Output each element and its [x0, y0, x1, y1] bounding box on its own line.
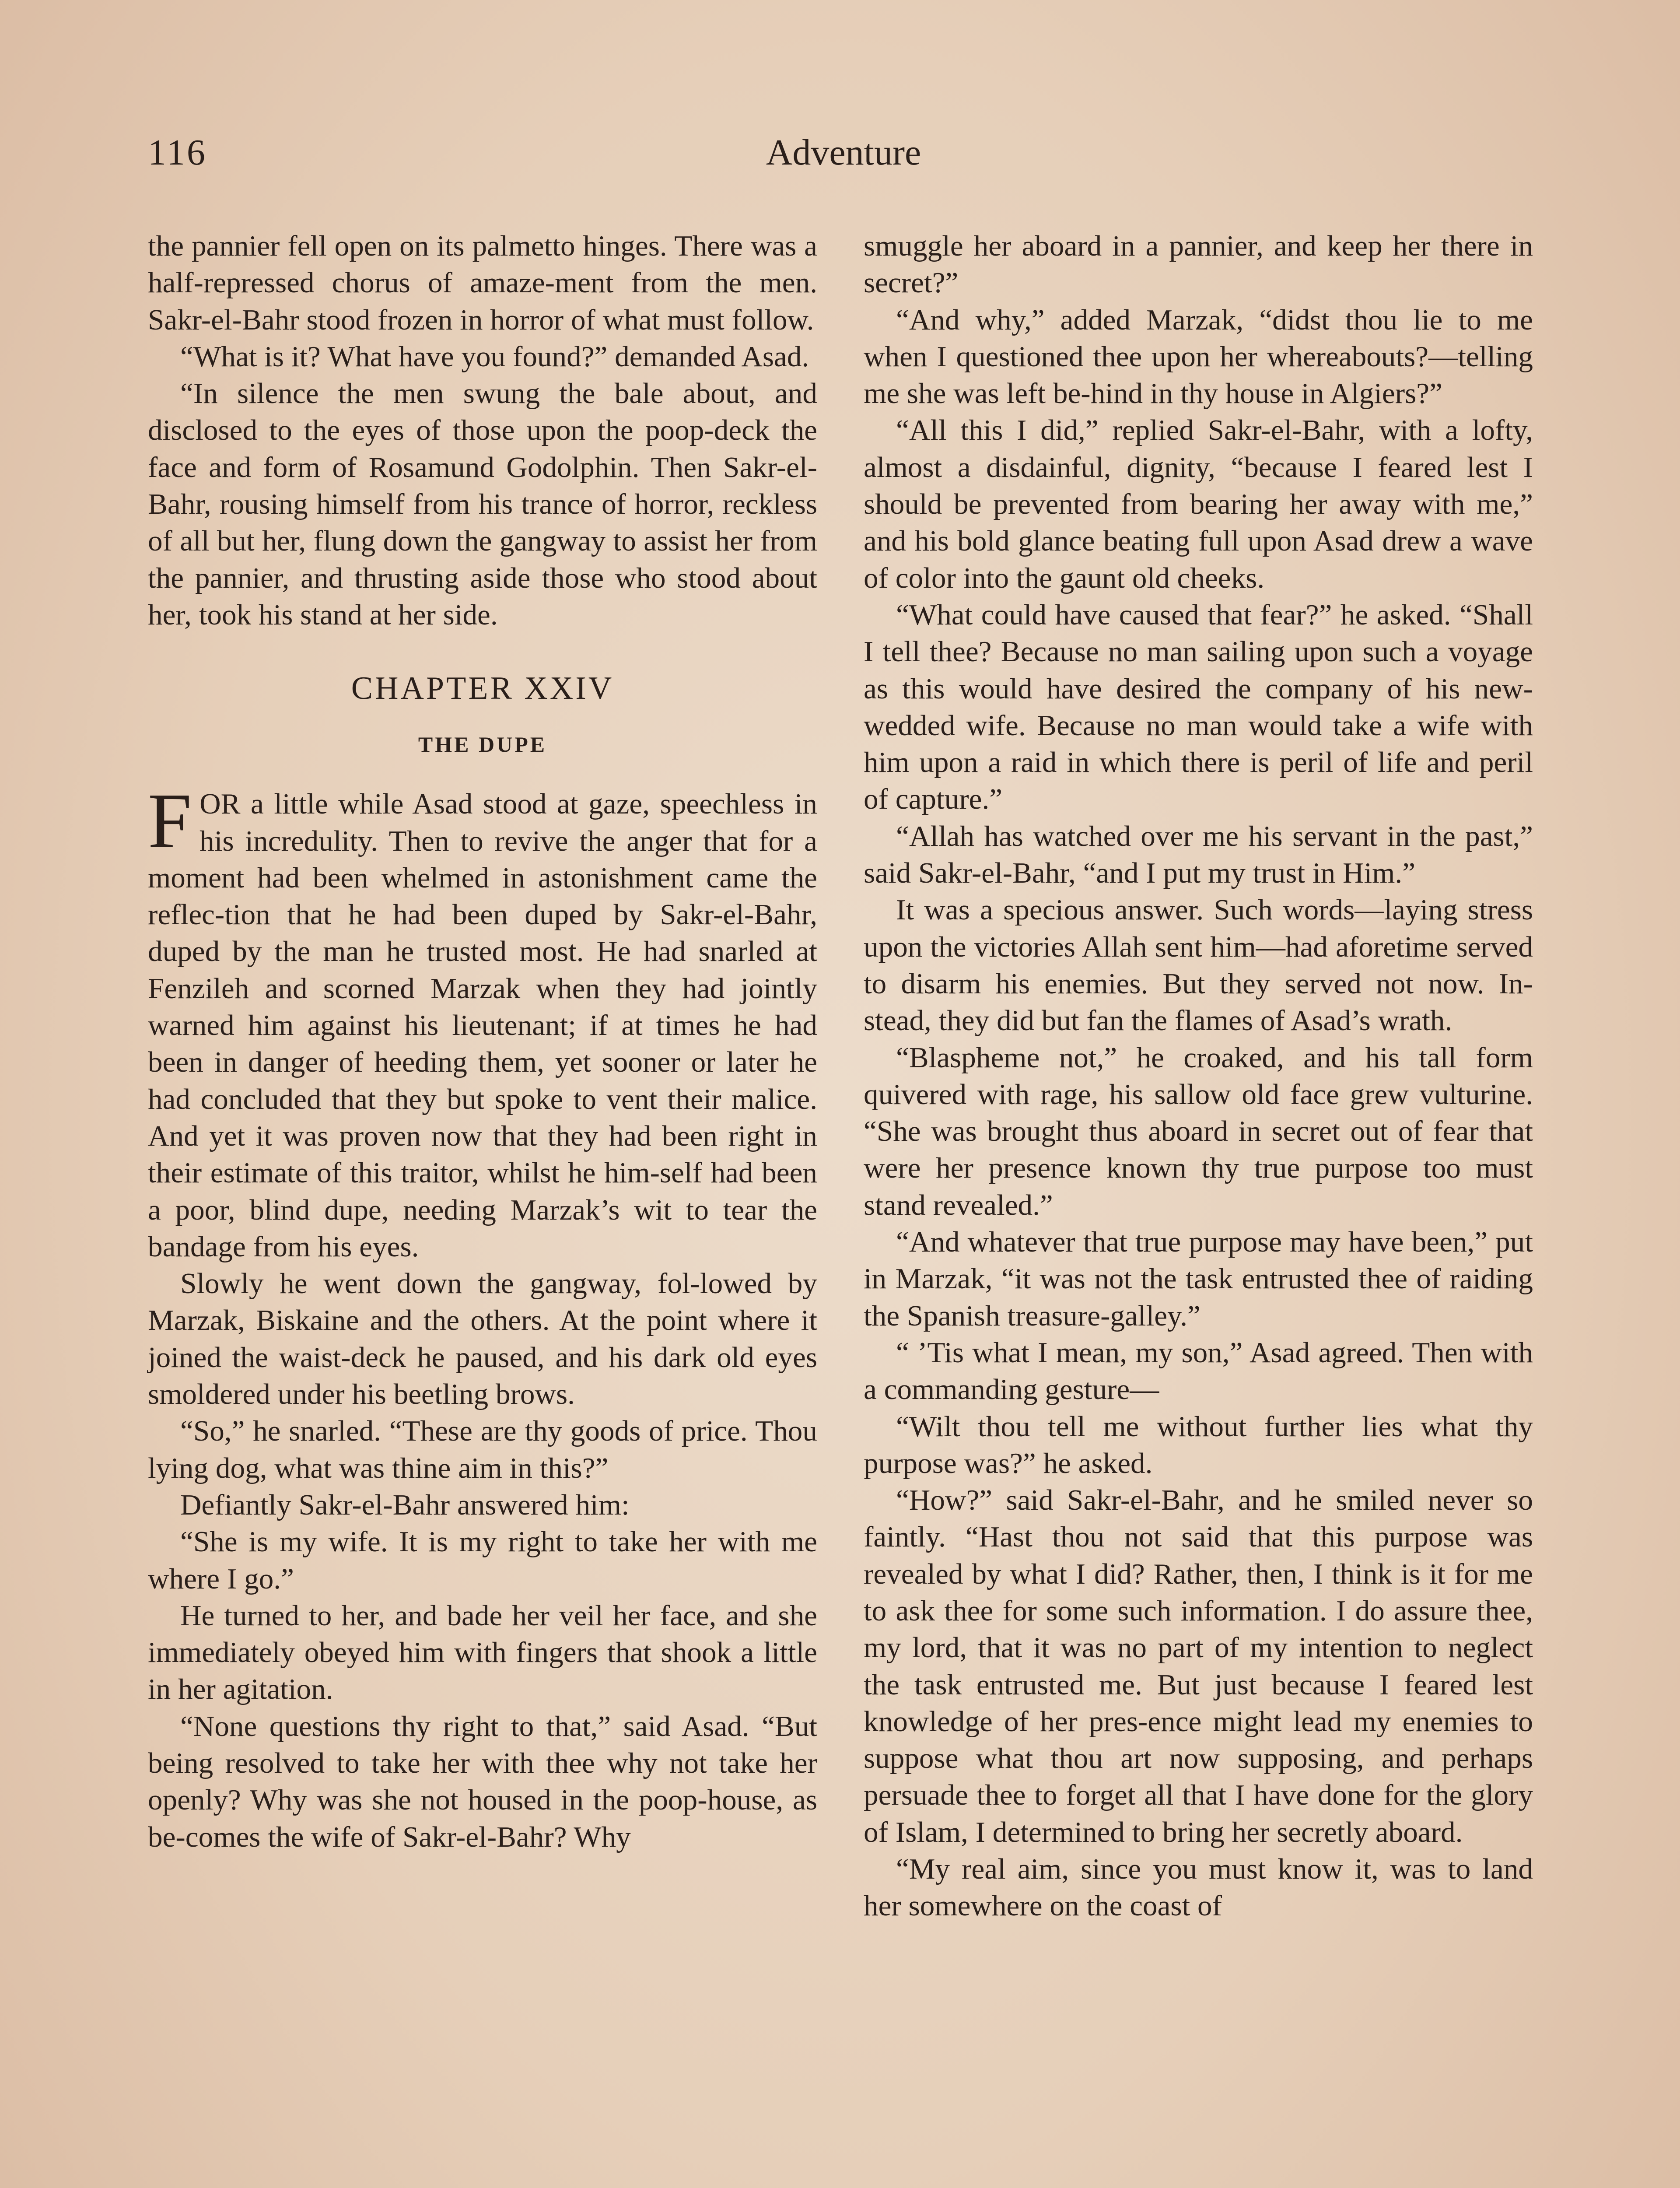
paragraph: “What could have caused that fear?” he asked. “Shall I tell thee? Because no man sailing upon such a voyage as this would have desired the company of his new-wedded wife. Because no man would take a wife with him upon a raid in which there is peril of life and peril of capture.”	[864, 598, 1533, 816]
chapter-subtitle: THE DUPE	[418, 732, 547, 757]
paragraph: “Wilt thou tell me without further lies what thy purpose was?” he asked.	[864, 1410, 1533, 1480]
paragraph: “None questions thy right to that,” said Asad. “But being resolved to take her with thee why not take her openly? Why was she not housed in the poop-house, as be-comes the wife of Sakr-el-Bahr? Why	[148, 1709, 817, 1853]
chapter-title: CHAPTER XXIV	[351, 670, 614, 707]
paragraph: the pannier fell open on its palmetto hinges. There was a half-repressed chorus of amaze-ment from the men. Sakr-el-Bahr stood frozen in horror of what must follow.	[148, 229, 817, 336]
paragraph: “Allah has watched over me his servant in the past,” said Sakr-el-Bahr, “and I put my trust in Him.”	[864, 819, 1533, 890]
paragraph: “Blaspheme not,” he croaked, and his tall form quivered with rage, his sallow old face grew vulturine. “She was brought thus aboard in secret out of fear that were her presence known thy true purpose too must stand revealed.”	[864, 1041, 1533, 1221]
paragraph: “ ’Tis what I mean, my son,” Asad agreed. Then with a commanding gesture—	[864, 1336, 1533, 1406]
paragraph-opening	[148, 777, 817, 1265]
paragraph: “All this I did,” replied Sakr-el-Bahr, with a lofty, almost a disdainful, dignity, “because I feared lest I should be prevented from bearing her away with me,” and his bold glance beating full upon Asad drew a wave of color into the gaunt old cheeks.	[864, 414, 1533, 594]
paragraph: It was a specious answer. Such words—laying stress upon the victories Allah sent him—had aforetime served to disarm his enemies. But they served not now. In-stead, they did but fan the flames of Asad’s wrath.	[864, 893, 1533, 1037]
opening-text: OR a little while Asad stood at gaze, speechless in his incredulity. Then to revive the anger that for a moment had been whelmed in astonishment came the reflec-tion that he had been duped by Sakr-el-Bahr, duped by the man he trusted most. He had snarled at Fenzileh and scorned Marzak when they had jointly warned him against his lieutenant; if at times he had been in danger of heeding them, yet sooner or later he had concluded that they but spoke to vent their malice. And yet it was proven now that they had been right in their estimate of this traitor, whilst he him-self had been a poor, blind dupe, needing Marzak’s wit to tear the bandage from his eyes.	[148, 787, 817, 1263]
paragraph: He turned to her, and bade her veil her face, and she immediately obeyed him with fingers that shook a little in her agitation.	[148, 1599, 817, 1706]
paragraph: “She is my wife. It is my right to take her with me where I go.”	[148, 1525, 817, 1595]
running-title: Adventure	[766, 132, 921, 173]
drop-cap: F	[148, 777, 192, 865]
paragraph: “In silence the men swung the bale about, and disclosed to the eyes of those upon the poop-deck the face and form of Rosamund Godolphin. Then Sakr-el-Bahr, rousing himself from his trance of horror, reckless of all but her, flung down the gangway to assist her from the pannier, and thrusting aside those who stood about her, took his stand at her side.	[148, 377, 817, 631]
left-column	[148, 228, 817, 1855]
right-column	[864, 228, 1533, 1925]
paragraph: “My real aim, since you must know it, was to land her somewhere on the coast of	[864, 1852, 1533, 1922]
page-header	[148, 131, 1539, 184]
paragraph: “So,” he snarled. “These are thy goods of price. Thou lying dog, what was thine aim in this?”	[148, 1414, 817, 1484]
page-number: 116	[148, 132, 207, 173]
paragraph: smuggle her aboard in a pannier, and keep her there in secret?”	[864, 229, 1533, 299]
paragraph: “And why,” added Marzak, “didst thou lie to me when I questioned thee upon her whereabouts?—telling me she was left be-hind in thy house in Algiers?”	[864, 303, 1533, 410]
paragraph: “What is it? What have you found?” demanded Asad.	[180, 340, 809, 373]
paragraph: “And whatever that true purpose may have been,” put in Marzak, “it was not the task entrusted thee of raiding the Spanish treasure-galley.”	[864, 1225, 1533, 1332]
paragraph: “How?” said Sakr-el-Bahr, and he smiled never so faintly. “Hast thou not said that this purpose was revealed by what I did? Rather, then, I think is it for me to ask thee for some such information. I do assure thee, my lord, that it was no part of my intention to neglect the task entrusted me. But just because I feared lest knowledge of her pres-ence might lead my enemies to suppose what thou art now supposing, and perhaps persuade thee to forget all that I have done for the glory of Islam, I determined to bring her secretly aboard.	[864, 1483, 1533, 1848]
paragraph: Slowly he went down the gangway, fol-lowed by Marzak, Biskaine and the others. At the point where it joined the waist-deck he paused, and his dark old eyes smoldered under his beetling brows.	[148, 1267, 817, 1411]
paragraph: Defiantly Sakr-el-Bahr answered him:	[180, 1488, 630, 1521]
